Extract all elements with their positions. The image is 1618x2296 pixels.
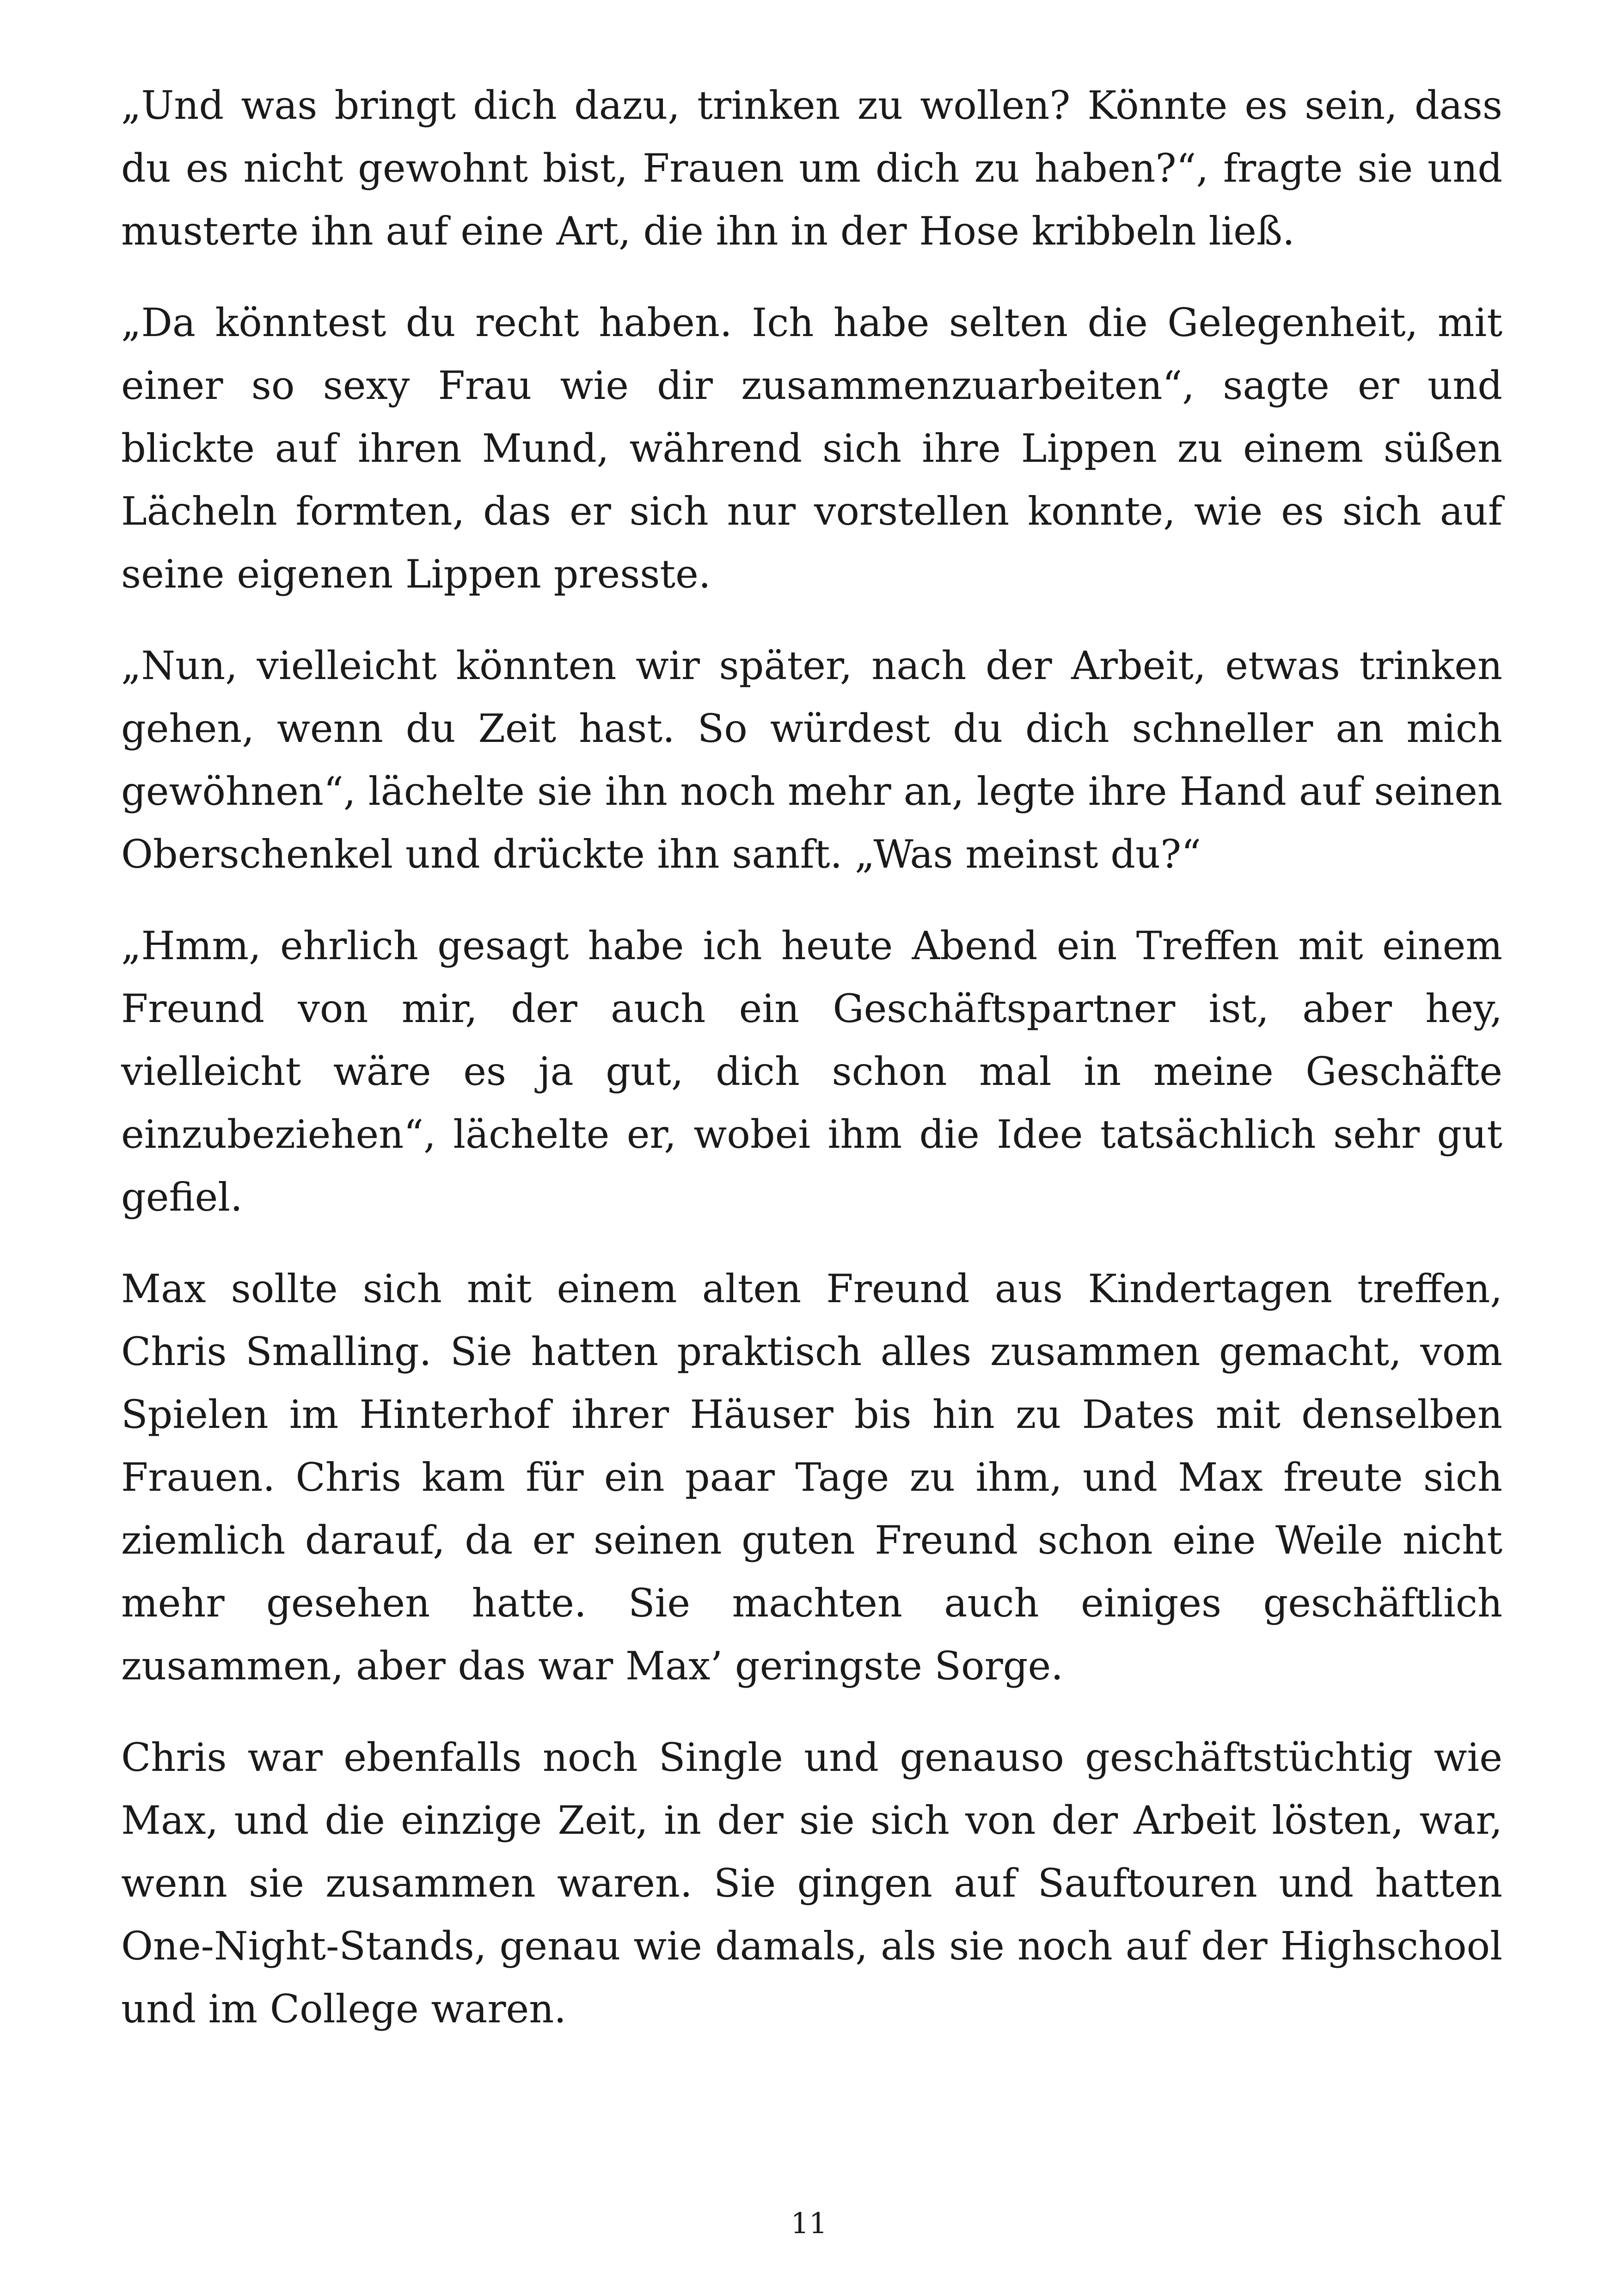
paragraph-1: „Und was bringt dich dazu, trinken zu wollen? Könnte es sein, dass du es nicht gewohnt bist, Frauen um dich zu haben?“, fragte sie und musterte ihn auf eine Art, die ihn in der Hose kribbeln ließ.	[121, 83, 1502, 254]
text-body	[121, 74, 1502, 2069]
paragraph-3: „Nun, vielleicht könnten wir später, nach der Arbeit, etwas trinken gehen, wenn du Zeit hast. So würdest du dich schneller an mich gewöhnen“, lächelte sie ihn noch mehr an, legte ihre Hand auf seinen Oberschenkel und drückte ihn sanft. „Was meinst du?“	[121, 643, 1502, 877]
paragraph-5: Max sollte sich mit einem alten Freund aus Kindertagen treffen, Chris Smalling. Sie hatten praktisch alles zusammen gemacht, vom Spielen im Hinterhof ihrer Häuser bis hin zu Dates mit denselben Frauen. Chris kam für ein paar Tage zu ihm, und Max freute sich ziemlich darauf, da er seinen guten Freund schon eine Weile nicht mehr gesehen hatte. Sie machten auch einiges geschäftlich zusammen, aber das war Max’ geringste Sorge.	[121, 1266, 1502, 1689]
paragraph-4: „Hmm, ehrlich gesagt habe ich heute Abend ein Treffen mit einem Freund von mir, der auch ein Geschäftspartner ist, aber hey, vielleicht wäre es ja gut, dich schon mal in meine Geschäfte einzubeziehen“, lächelte er, wobei ihm die Idee tatsächlich sehr gut gefiel.	[121, 923, 1502, 1220]
paragraph-2: „Da könntest du recht haben. Ich habe selten die Gelegenheit, mit einer so sexy Frau wie dir zusammenzuarbeiten“, sagte er und blickte auf ihren Mund, während sich ihre Lippen zu einem süßen Lächeln formten, das er sich nur vorstellen konnte, wie es sich auf seine eigenen Lippen presste.	[121, 300, 1502, 597]
paragraph-6: Chris war ebenfalls noch Single und genauso geschäftstüchtig wie Max, und die einzige Zeit, in der sie sich von der Arbeit lösten, war, wenn sie zusammen waren. Sie gingen auf Sauftouren und hatten One-Night-Stands, genau wie damals, als sie noch auf der Highschool und im College waren.	[121, 1735, 1502, 2032]
page-number: 11	[791, 2206, 827, 2240]
